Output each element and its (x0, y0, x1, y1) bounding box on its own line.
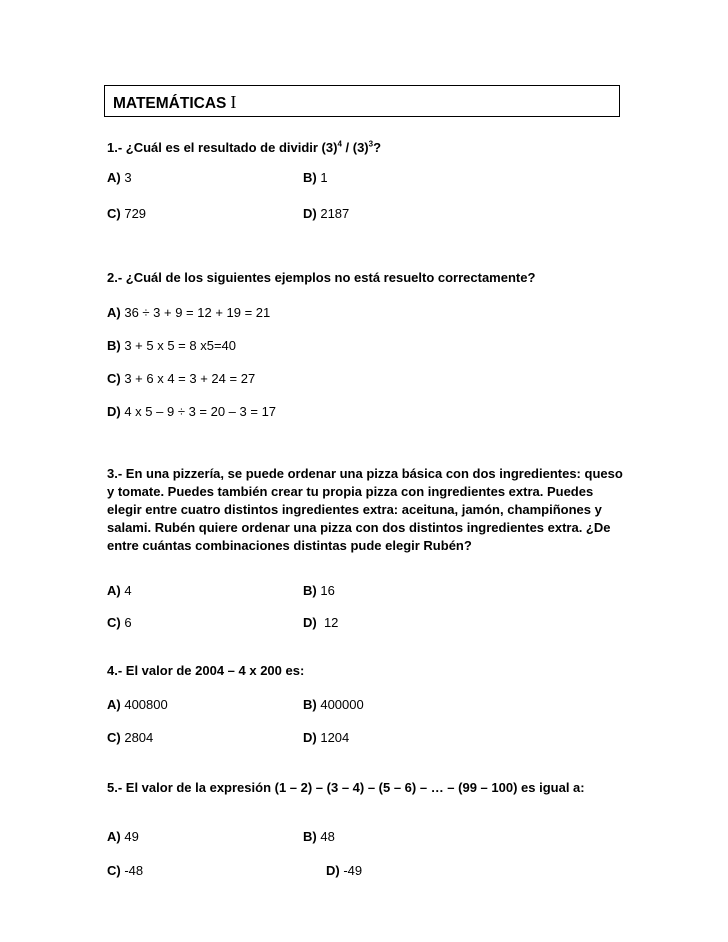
q3-option-c: C) 6 (107, 615, 132, 630)
q2-option-a: A) 36 ÷ 3 + 9 = 12 + 19 = 21 (107, 305, 271, 320)
q5-option-c: C) -48 (107, 863, 144, 878)
q2-option-c: C) 3 + 6 x 4 = 3 + 24 = 27 (107, 371, 256, 386)
question-1-text: 1.- ¿Cuál es el resultado de dividir (3) (107, 140, 338, 155)
q1-option-c: C) 729 (107, 206, 147, 221)
q3-option-a: A) 4 (107, 583, 132, 598)
q1-option-d: D) 2187 (303, 206, 350, 221)
page-title (113, 92, 236, 113)
q5-option-a: A) 49 (107, 829, 139, 844)
question-4: 4.- El valor de 2004 – 4 x 200 es: (107, 663, 305, 678)
q5-option-b: B) 48 (303, 829, 335, 844)
question-1 (107, 139, 381, 157)
question-3: 3.- En una pizzería, se puede ordenar una pizza básica con dos ingredientes: queso y tomate. Puedes también crear tu propia pizza con ingredientes extra. Puedes elegir entre cuatro distintos ingredientes extra: aceituna, jamón, champiñones y salami. Rubén quiere ordenar una pizza con dos distintos ingredientes extra. ¿De entre cuántas combinaciones distintas pude elegir Rubén? (107, 466, 623, 553)
q4-option-d: D) 1204 (303, 730, 350, 745)
q4-option-a: A) 400800 (107, 697, 168, 712)
question-2: 2.- ¿Cuál de los siguientes ejemplos no está resuelto correctamente? (107, 270, 536, 285)
q3-option-b: B) 16 (303, 583, 335, 598)
question-5: 5.- El valor de la expresión (1 – 2) – (3 – 4) – (5 – 6) – … – (99 – 100) es igual a: (107, 780, 585, 795)
question-1-exponent-1: 4 (337, 139, 342, 149)
question-1-text-mid: / (3) (341, 140, 369, 155)
title-box (104, 85, 620, 117)
q4-option-c: C) 2804 (107, 730, 154, 745)
q2-option-b: B) 3 + 5 x 5 = 8 x5=40 (107, 338, 237, 353)
question-1-exponent-2: 3 (368, 139, 374, 149)
q3-option-d: D) 12 (303, 615, 339, 630)
q4-option-b: B) 400000 (303, 697, 364, 712)
question-1-text-end: ? (373, 140, 382, 155)
title-text: MATEMÁTICAS (113, 95, 227, 112)
q5-option-d: D) -49 (326, 863, 363, 878)
title-roman-numeral: I (230, 92, 237, 112)
q1-option-b: B) 1 (303, 170, 328, 185)
q1-option-a: A) 3 (107, 170, 132, 185)
q2-option-d: D) 4 x 5 – 9 ÷ 3 = 20 – 3 = 17 (107, 404, 277, 419)
